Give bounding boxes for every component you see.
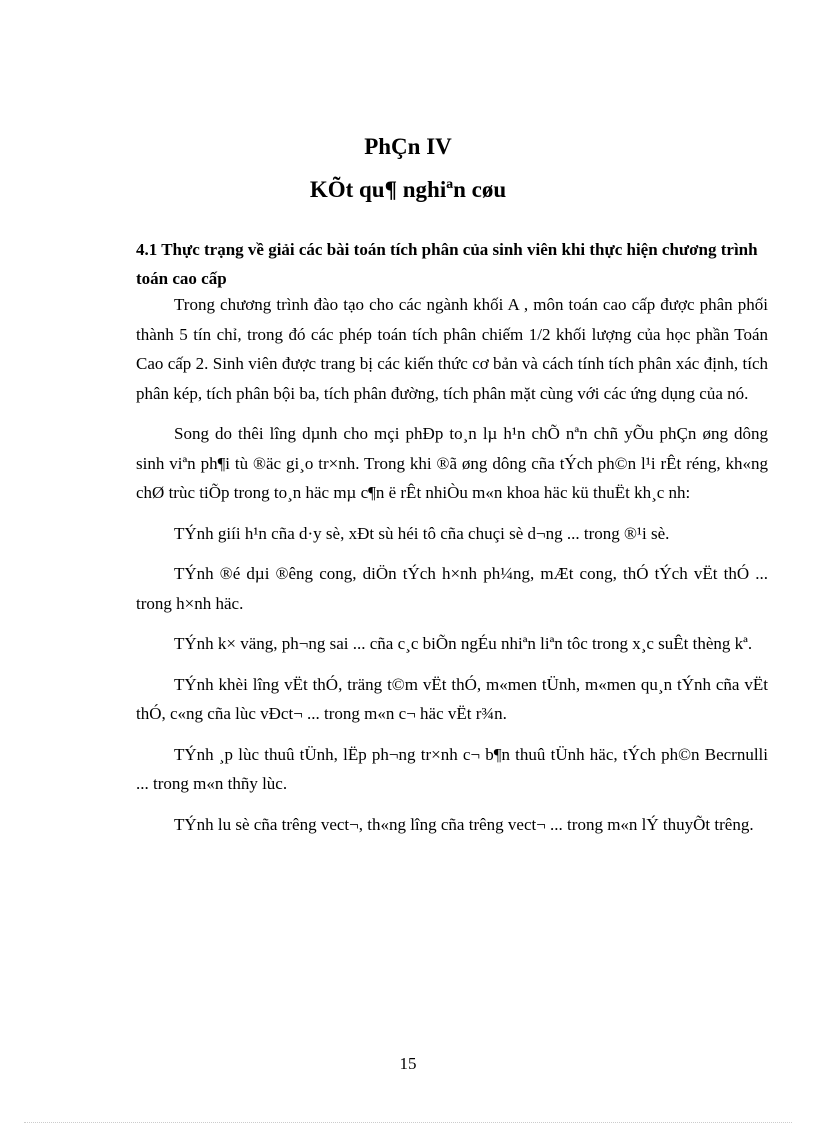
paragraph: TÝnh giíi h¹n cña d·y sè, xÐt sù héi tô cña chuçi sè d¬ng ... trong ®¹i sè.: [174, 523, 670, 543]
paragraph: TÝnh lu sè cña trêng vect¬, th«ng lîng cña trêng vect¬ ... trong m«n lÝ thuyÕt trêng.: [174, 814, 754, 834]
paragraph: TÝnh k× väng, ph¬ng sai ... cña c¸c biÕn ngÉu nhiªn liªn tôc trong x¸c suÊt thèng kª.: [174, 634, 753, 653]
paragraph: TÝnh ®é dµi ®êng cong, diÖn tÝch h×nh ph¼ng, mÆt cong, thÓ tÝch vËt thÓ ... trong h×nh häc.: [136, 564, 768, 613]
section-heading: 4.1 Thực trạng về giải các bài toán tích phân của sinh viên khi thực hiện chương trình toán cao cấp: [136, 240, 758, 288]
part-title: PhÇn IV: [364, 134, 452, 159]
paragraph: TÝnh ¸p lùc thuû tÜnh, lËp ph¬ng tr×nh c¬ b¶n thuû tÜnh häc, tÝch ph©n Becrnulli ... trong m«n thñy lùc.: [136, 744, 768, 793]
paragraph: TÝnh khèi lîng vËt thÓ, träng t©m vËt thÓ, m«men tÜnh, m«men qu¸n tÝnh cña vËt thÓ, c«ng cña lùc vÐct¬ ... trong m«n c¬ häc vËt r¾n.: [136, 674, 768, 723]
page-number: 15: [399, 1054, 417, 1073]
body-text: [136, 290, 768, 839]
paragraph: Song do thêi lîng dµnh cho mçi phÐp to¸n lµ h¹n chÕ nªn chñ yÕu phÇn øng dông sinh viªn ph¶i tù ®äc gi¸o tr×nh. Trong khi ®ã øng dông cña tÝch ph©n l¹i rÊt réng, kh«ng chØ trùc tiÕp trong to¸n häc mµ c¶n ë rÊt nhiÒu m«n khoa häc kü thuËt kh¸c nh:: [136, 424, 768, 502]
paragraph: Trong chương trình đào tạo cho các ngành khối A , môn toán cao cấp được phân phối thành 5 tín chỉ, trong đó các phép toán tích phân chiếm 1/2 khối lượng của học phần Toán Cao cấp 2. Sinh viên được trang bị các kiến thức cơ bản và cách tính tích phân xác định, tích phân kép, tích phân bội ba, tích phân đường, tích phân mặt cùng với các ứng dụng của nó.: [136, 295, 768, 403]
chapter-title: KÕt qu¶ nghiªn cøu: [309, 177, 507, 202]
